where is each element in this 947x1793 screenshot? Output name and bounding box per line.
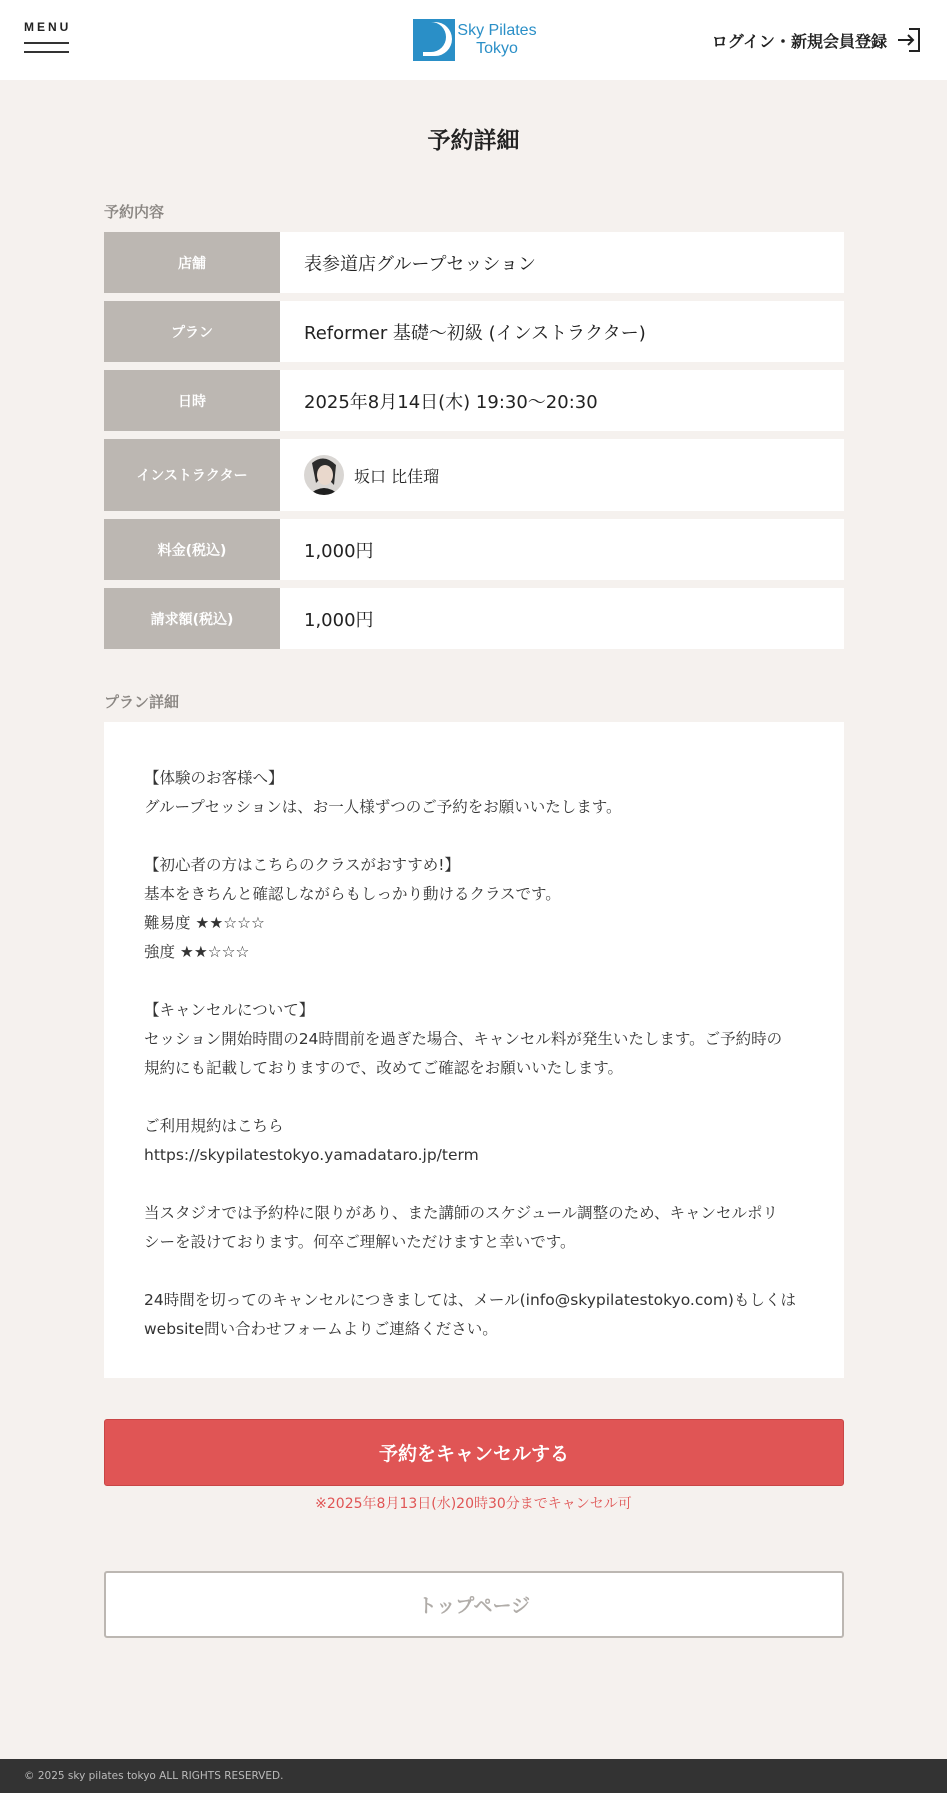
row-value: 表参道店グループセッション — [280, 232, 844, 293]
site-header — [0, 0, 947, 80]
logo-line2: Tokyo — [476, 40, 518, 57]
copyright-text: © 2025 sky pilates tokyo ALL RIGHTS RESERVED. — [24, 1770, 284, 1782]
plan-line: 【キャンセルについて】 — [144, 1001, 315, 1019]
logo-mark-icon — [413, 19, 455, 61]
plan-section-label: プラン詳細 — [104, 693, 180, 711]
plan-line: 【体験のお客様へ】 — [144, 769, 284, 787]
logo-line1: Sky Pilates — [457, 22, 537, 39]
table-row — [104, 519, 844, 580]
table-row — [104, 370, 844, 431]
login-register-link[interactable] — [712, 26, 923, 54]
plan-paragraph — [144, 851, 804, 967]
table-row — [104, 588, 844, 649]
row-value: 2025年8月14日(木) 19:30〜20:30 — [280, 370, 844, 431]
plan-line: 規約にも記載しておりますので、改めてご確認をお願いいたします。 — [144, 1059, 623, 1077]
plan-line: 基本をきちんと確認しながらもしっかり動けるクラスです。 — [144, 885, 561, 903]
row-label: 日時 — [104, 370, 280, 431]
row-value: 1,000円 — [280, 519, 844, 580]
login-label: ログイン・新規会員登録 — [711, 31, 887, 51]
menu-label: MENU — [24, 20, 72, 34]
instructor-name: 坂口 比佳瑠 — [354, 466, 440, 486]
site-logo[interactable] — [413, 18, 537, 62]
reservation-detail-table — [104, 232, 844, 657]
plan-detail-box — [104, 722, 844, 1378]
cancel-reservation-button[interactable]: 予約をキャンセルする — [104, 1419, 844, 1486]
site-footer — [0, 1759, 947, 1793]
table-row — [104, 232, 844, 293]
row-value: 1,000円 — [280, 588, 844, 649]
instructor-avatar — [304, 455, 344, 495]
table-row — [104, 301, 844, 362]
plan-paragraph — [144, 996, 804, 1083]
difficulty-rating: 難易度 ★★☆☆☆ — [144, 914, 265, 932]
login-icon — [895, 26, 923, 54]
plan-line: 【初心者の方はこちらのクラスがおすすめ!】 — [144, 856, 460, 874]
terms-url: https://skypilatestokyo.yamadataro.jp/term — [144, 1146, 479, 1164]
avatar-icon — [304, 455, 344, 495]
row-value: Reformer 基礎〜初級 (インストラクター) — [280, 301, 844, 362]
plan-line: 24時間を切ってのキャンセルにつきましては、メール(info@skypilatestokyo.com)もしくは — [144, 1291, 796, 1309]
plan-line: グループセッションは、お一人様ずつのご予約をお願いいたします。 — [144, 798, 622, 816]
plan-paragraph — [144, 1199, 804, 1257]
row-value — [280, 439, 844, 511]
plan-paragraph — [144, 1112, 804, 1170]
top-page-button[interactable]: トップページ — [104, 1571, 844, 1638]
table-row — [104, 439, 844, 511]
intensity-rating: 強度 ★★☆☆☆ — [144, 943, 250, 961]
plan-line: website問い合わせフォームよりご連絡ください。 — [144, 1320, 498, 1338]
row-label: 請求額(税込) — [104, 588, 280, 649]
plan-line: 当スタジオでは予約枠に限りがあり、また講師のスケジュール調整のため、キャンセルポリ — [144, 1204, 778, 1222]
row-label: インストラクター — [104, 439, 280, 511]
reservation-section-label: 予約内容 — [104, 203, 165, 221]
cancel-deadline-note: ※2025年8月13日(水)20時30分までキャンセル可 — [315, 1496, 632, 1512]
plan-paragraph — [144, 1286, 804, 1344]
plan-line: ご利用規約はこちら — [144, 1117, 284, 1135]
hamburger-icon-line — [24, 51, 69, 53]
page-title: 予約詳細 — [427, 128, 520, 154]
plan-line: セッション開始時間の24時間前を過ぎた場合、キャンセル料が発生いたします。ご予約時の — [144, 1030, 783, 1048]
row-label: 店舗 — [104, 232, 280, 293]
row-label: 料金(税込) — [104, 519, 280, 580]
menu-button[interactable] — [24, 20, 70, 56]
plan-line: シーを設けております。何卒ご理解いただけますと幸いです。 — [144, 1233, 576, 1251]
logo-text — [457, 22, 537, 58]
plan-paragraph — [144, 764, 804, 822]
row-label: プラン — [104, 301, 280, 362]
hamburger-icon — [24, 42, 69, 44]
